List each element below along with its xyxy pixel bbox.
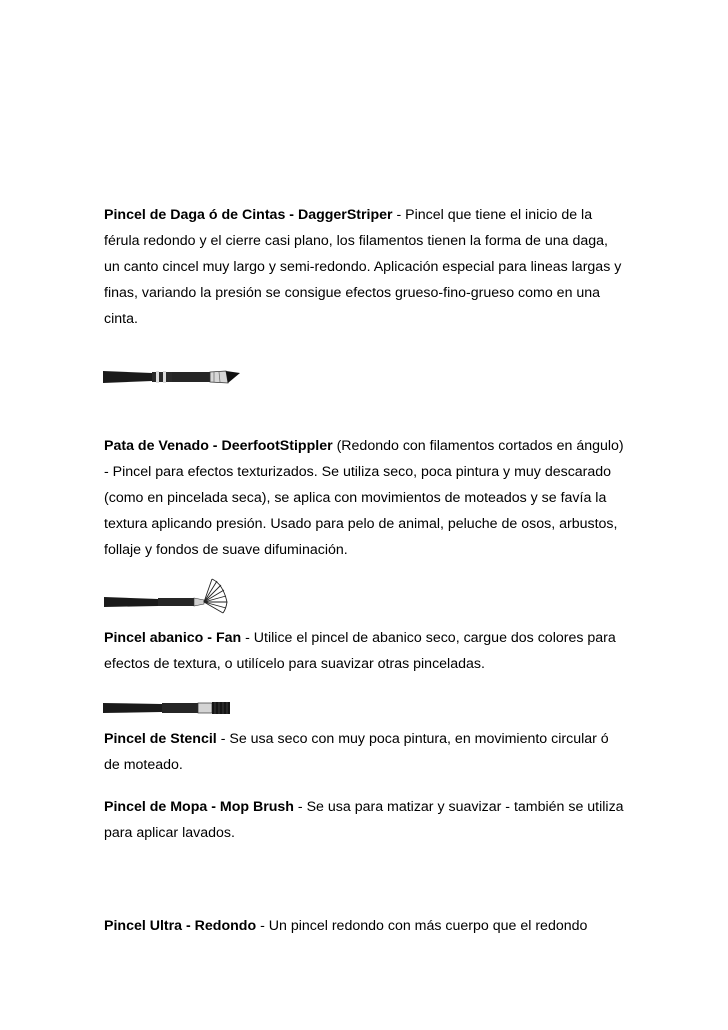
entry-mop-brush [104, 794, 624, 846]
entry-dagger-striper [104, 202, 624, 332]
entry-term: Pincel de Mopa - Mop Brush [104, 799, 294, 815]
entry-deerfoot-stippler [104, 433, 624, 563]
entry-description: - Pincel que tiene el inicio de la férula redondo y el cierre casi plano, los filamentos tienen la forma de una daga, un canto cincel muy largo y semi-redondo. Aplicación especial para lineas largas y finas, variando la presión se consigue efectos grueso-fino-grueso como en una cinta. [104, 207, 622, 327]
dagger-brush-icon [100, 366, 246, 388]
entry-description: - Se usa seco con muy poca pintura, en movimiento circular ó de moteado. [104, 731, 609, 773]
entry-ultra-round [104, 913, 624, 939]
entry-description: - Se usa para matizar y suavizar - también se utiliza para aplicar lavados. [104, 799, 624, 841]
entry-description: - Un pincel redondo con más cuerpo que el redondo [256, 918, 588, 934]
entry-description: - Utilice el pincel de abanico seco, cargue dos colores para efectos de textura, o utilícelo para suavizar otras pinceladas. [104, 630, 616, 672]
entry-stencil [104, 726, 624, 778]
entry-term: Pata de Venado - DeerfootStippler [104, 438, 333, 454]
stencil-brush-icon [100, 697, 240, 719]
entry-description: (Redondo con filamentos cortados en ángulo) - Pincel para efectos texturizados. Se utiliza seco, poca pintura y muy descarado (como en pincelada seca), se aplica con movimientos de moteados y se favía la textura aplicando presión. Usado para pelo de animal, peluche de osos, arbustos, follaje y fondos de suave difuminación. [104, 438, 624, 558]
entry-fan [104, 625, 624, 677]
entry-term: Pincel Ultra - Redondo [104, 918, 257, 934]
fan-brush-icon [100, 576, 234, 616]
entry-term: Pincel abanico - Fan [104, 630, 242, 646]
entry-term: Pincel de Stencil [104, 731, 217, 747]
entry-term: Pincel de Daga ó de Cintas - DaggerStriper [104, 207, 393, 223]
